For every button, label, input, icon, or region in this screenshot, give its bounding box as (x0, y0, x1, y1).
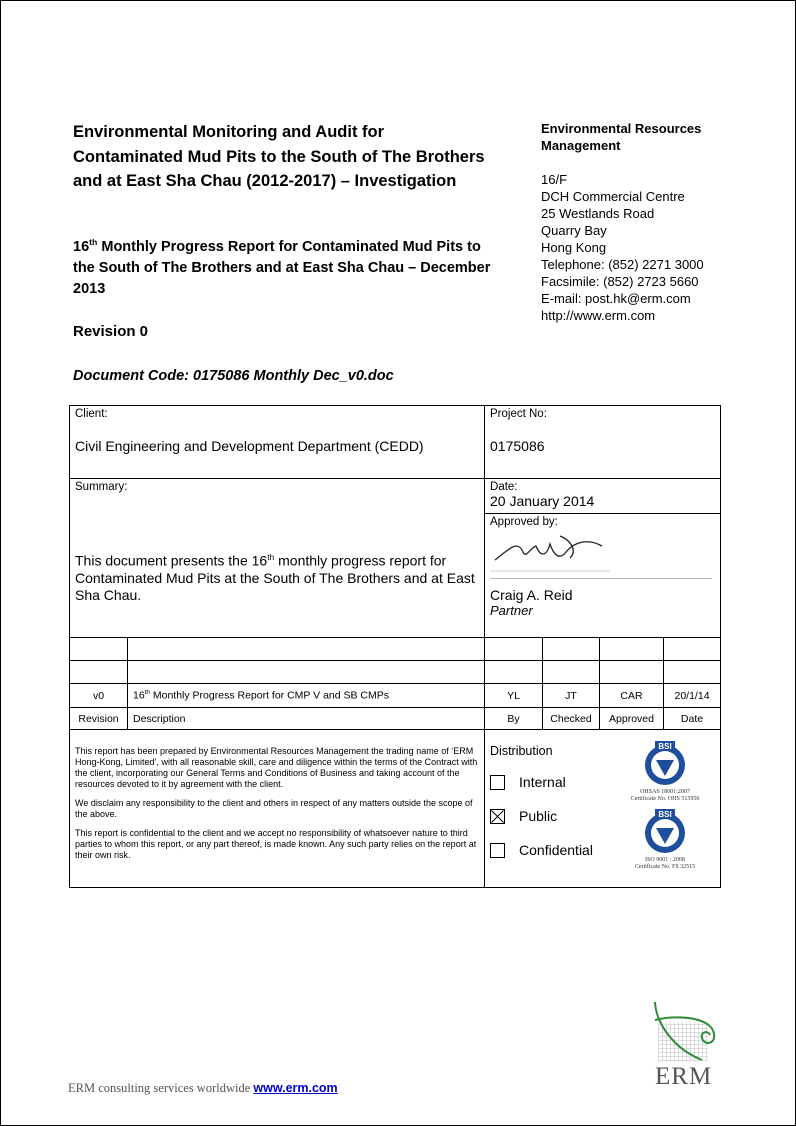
empty-cell (485, 661, 543, 684)
footer (68, 1081, 338, 1096)
checked-value: JT (543, 684, 600, 708)
summary-label: Summary: (75, 481, 128, 493)
address-line: Hong Kong (541, 240, 607, 255)
date-row-value: 20/1/14 (664, 684, 721, 708)
address-line: 16/F (541, 172, 568, 187)
confidential-label: Confidential (519, 842, 593, 858)
company-address (541, 120, 771, 324)
bsi-badge-text: BSI (658, 742, 672, 751)
date-header: Date (664, 708, 721, 730)
revision-heading: Revision 0 (73, 323, 149, 340)
revision-row (70, 684, 721, 708)
erm-logo-icon (650, 1000, 722, 1064)
empty-cell (543, 638, 600, 661)
empty-cell (485, 638, 543, 661)
subtitle-ordinal-suffix: th (89, 237, 98, 247)
by-header: By (485, 708, 543, 730)
summary-text: This document presents the 16th monthly progress report for Contaminated Mud Pits at the South of The Brothers and at East Sha Chau. (75, 552, 475, 603)
address-line: DCH Commercial Centre (541, 189, 685, 204)
empty-cell (543, 661, 600, 684)
checked-header: Checked (543, 708, 600, 730)
bsi-badge-icon (623, 740, 707, 786)
company-name: Environmental Resources Management (541, 121, 702, 153)
approval-cell (485, 514, 721, 638)
facsimile: Facsimile: (852) 2723 5660 (541, 274, 699, 289)
document-code: Document Code: 0175086 Monthly Dec_v0.doc (73, 368, 394, 384)
distribution-cell (485, 730, 721, 888)
disclaimer-cell (70, 730, 485, 888)
description-header: Description (128, 708, 485, 730)
project-label: Project No: (490, 408, 547, 420)
internal-checkbox[interactable] (490, 775, 505, 790)
header-row (70, 708, 721, 730)
empty-cell (128, 638, 485, 661)
client-value: Civil Engineering and Development Department (CEDD) (75, 438, 424, 454)
signature-image (490, 528, 610, 573)
cert-standard: ISO 9001 : 2008 (645, 857, 685, 863)
document-control-table (69, 405, 721, 888)
cert-number: Certificate No. OHS 515956 (630, 796, 700, 802)
address-line: 25 Westlands Road (541, 206, 655, 221)
summary-cell (70, 479, 485, 638)
disclaimer-paragraph: This report is confidential to the client and we accept no responsibility of whatsoever nature to third parties to whom this report, or any part thereof, is made known. Any such party relies on the report at their own risk. (75, 828, 477, 860)
cert-standard: OHSAS 18001:2007 (640, 789, 690, 795)
website-link[interactable]: http://www.erm.com (541, 308, 656, 323)
cert-number: Certificate No. FS 32515 (634, 864, 696, 870)
document-title: Environmental Monitoring and Audit for Contaminated Mud Pits to the South of The Brothers and at East Sha Chau (2012-2017) – Investigation (73, 123, 485, 190)
project-value: 0175086 (490, 438, 545, 454)
distribution-label: Distribution (490, 744, 553, 758)
telephone: Telephone: (852) 2271 3000 (541, 257, 704, 272)
empty-cell (664, 638, 721, 661)
disclaimer-paragraph: We disclaim any responsibility to the client and others in respect of any matters outside the scope of the above. (75, 798, 473, 819)
footer-text: ERM consulting services worldwide (68, 1081, 254, 1095)
approver-title: Partner (490, 603, 533, 618)
empty-cell (600, 638, 664, 661)
empty-cell (70, 661, 128, 684)
public-checkbox[interactable] (490, 809, 505, 824)
confidential-checkbox[interactable] (490, 843, 505, 858)
bsi-badge-icon (623, 808, 707, 854)
empty-cell (128, 661, 485, 684)
project-cell (485, 406, 721, 479)
date-value: 20 January 2014 (490, 493, 595, 509)
client-cell (70, 406, 485, 479)
subtitle-ordinal: 16 (73, 238, 90, 255)
approved-label: Approved by: (490, 516, 558, 528)
by-value: YL (485, 684, 543, 708)
date-label: Date: (490, 481, 518, 493)
public-label: Public (519, 808, 558, 824)
document-subtitle (73, 232, 493, 300)
revision-description: 16th Monthly Progress Report for CMP V and SB CMPs (128, 684, 485, 708)
email-link[interactable]: E-mail: post.hk@erm.com (541, 291, 691, 306)
empty-cell (664, 661, 721, 684)
revision-value: v0 (70, 684, 128, 708)
date-cell (485, 479, 721, 514)
bsi-badge-text: BSI (658, 810, 672, 819)
approved-value: CAR (600, 684, 664, 708)
approved-header: Approved (600, 708, 664, 730)
address-line: Quarry Bay (541, 223, 607, 238)
empty-cell (70, 638, 128, 661)
empty-cell (600, 661, 664, 684)
internal-label: Internal (519, 774, 566, 790)
subtitle-text: Monthly Progress Report for Contaminated Mud Pits to the South of The Brothers and at East Sha Chau – December 2013 (73, 238, 491, 297)
footer-link[interactable]: www.erm.com (253, 1081, 338, 1095)
certificate-ohsas (623, 740, 707, 803)
client-label: Client: (75, 408, 108, 420)
erm-logo-text: ERM (655, 1063, 713, 1090)
disclaimer-paragraph: This report has been prepared by Environmental Resources Management the trading name of ‘ERM Hong-Kong, Limited’, with all reasonable skill, care and diligence within the terms of the Contract with the client, incorporating our General Terms and Conditions of Business and taking account of the resources devoted to it by agreement with the client. (75, 746, 478, 789)
revision-header: Revision (70, 708, 128, 730)
approver-name: Craig A. Reid (490, 587, 573, 603)
certificate-iso (623, 808, 707, 871)
